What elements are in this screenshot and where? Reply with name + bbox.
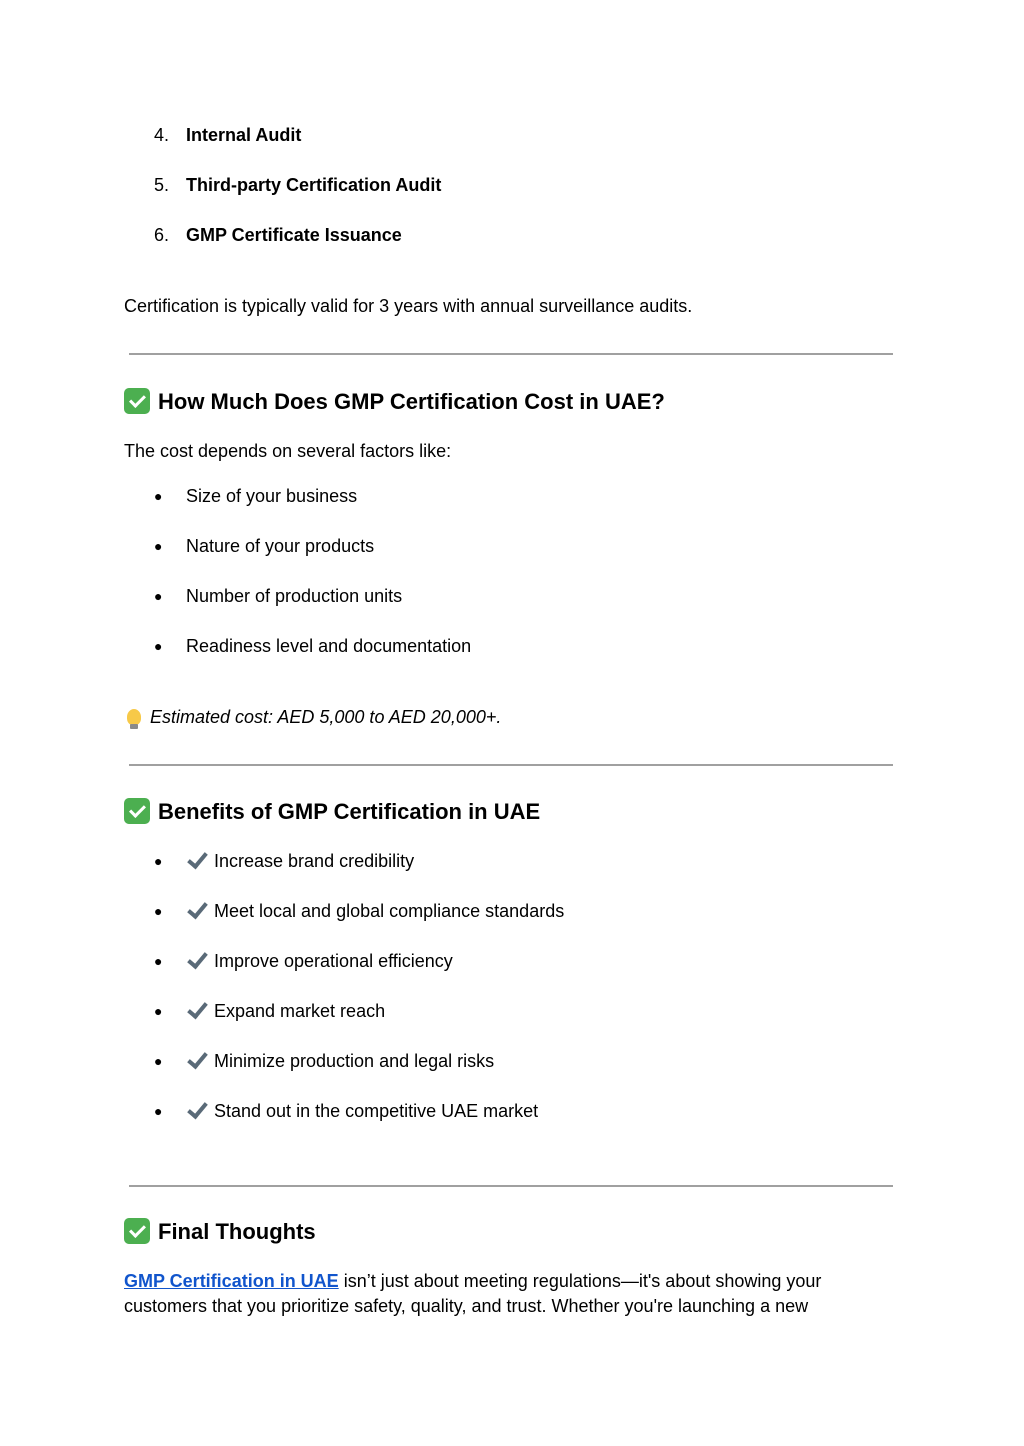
final-paragraph-line-1 [124,1269,821,1293]
bullet-icon: ● [154,1103,163,1119]
step-number: 4. [154,125,170,145]
benefit-text: Improve operational efficiency [214,951,453,971]
list-item [186,1049,494,1073]
light-bulb-icon [127,709,141,725]
benefit-text: Stand out in the competitive UAE market [214,1101,539,1121]
list-item [186,999,385,1023]
list-item: Nature of your products [186,536,375,556]
step-number: 6. [154,225,170,245]
list-item [186,849,414,873]
bullet-icon: ● [154,488,163,504]
list-item: Readiness level and documentation [186,636,472,656]
final-paragraph-line-2: customers that you prioritize safety, quality, and trust. Whether you're launching a new [124,1296,809,1316]
benefits-heading [124,798,540,826]
final-heading-text: Final Thoughts [158,1219,316,1244]
step-label: Third-party Certification Audit [186,175,442,195]
step-label: GMP Certificate Issuance [186,225,402,245]
cost-estimate [125,705,501,729]
heavy-check-mark-icon [186,1049,208,1071]
benefit-text: Increase brand credibility [214,851,415,871]
bullet-icon: ● [154,853,163,869]
cost-intro: The cost depends on several factors like: [124,441,452,461]
heavy-check-mark-icon [186,999,208,1021]
divider [129,764,893,766]
list-item: Number of production units [186,586,403,606]
heavy-check-mark-icon [186,949,208,971]
gmp-certification-link[interactable]: GMP Certification in UAE [124,1271,339,1291]
list-item [186,1099,538,1123]
benefit-text: Expand market reach [214,1001,386,1021]
cost-heading [124,388,665,416]
heavy-check-mark-icon [186,849,208,871]
bullet-icon: ● [154,588,163,604]
check-mark-button-icon [124,1218,150,1244]
benefit-text: Minimize production and legal risks [214,1051,495,1071]
check-mark-button-icon [124,388,150,414]
cost-estimate-text: Estimated cost: AED 5,000 to AED 20,000+. [150,707,502,727]
bullet-icon: ● [154,638,163,654]
validity-note: Certification is typically valid for 3 years with annual surveillance audits. [124,296,693,316]
bullet-icon: ● [154,538,163,554]
benefits-heading-text: Benefits of GMP Certification in UAE [158,799,541,824]
heavy-check-mark-icon [186,1099,208,1121]
bullet-icon: ● [154,953,163,969]
list-item: Size of your business [186,486,358,506]
divider [129,1185,893,1187]
check-mark-button-icon [124,798,150,824]
step-label: Internal Audit [186,125,302,145]
list-item [186,899,564,923]
bullet-icon: ● [154,903,163,919]
list-item [186,949,453,973]
benefit-text: Meet local and global compliance standards [214,901,565,921]
final-line1-text: isn’t just about meeting regulations—it's about showing your [338,1271,822,1291]
step-number: 5. [154,175,170,195]
bullet-icon: ● [154,1003,163,1019]
heavy-check-mark-icon [186,899,208,921]
divider [129,353,893,355]
cost-heading-text: How Much Does GMP Certification Cost in UAE? [158,389,665,414]
final-heading [124,1218,316,1246]
bullet-icon: ● [154,1053,163,1069]
